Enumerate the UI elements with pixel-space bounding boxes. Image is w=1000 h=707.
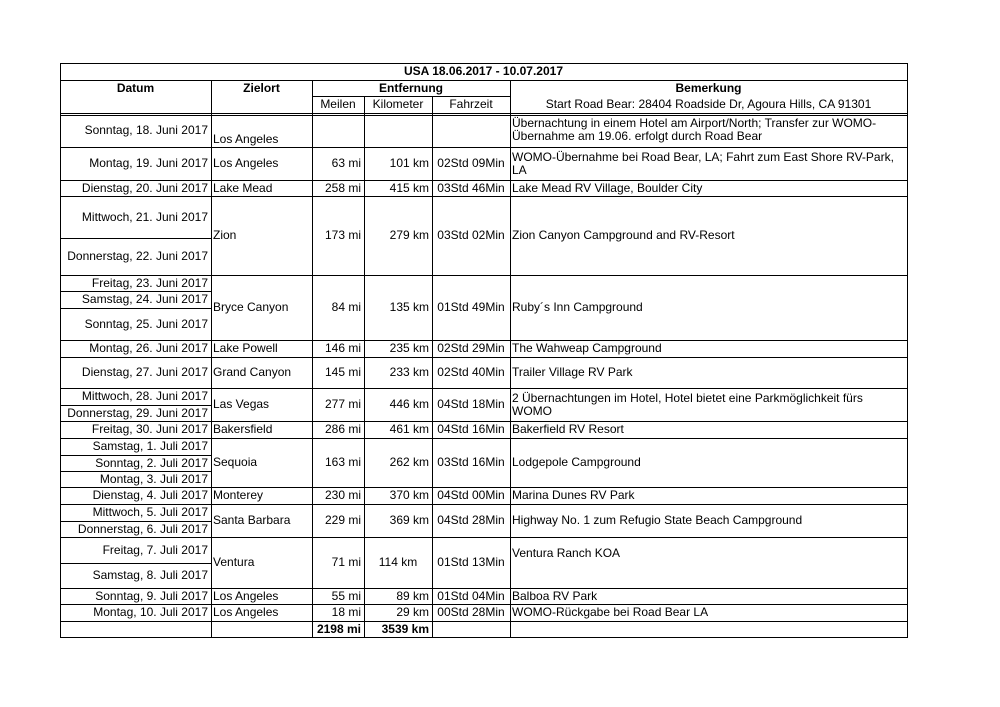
zielort-cell: Bakersfield bbox=[213, 422, 273, 436]
kilometer-cell: 114 km bbox=[378, 555, 418, 569]
table-border bbox=[60, 63, 61, 638]
fahrzeit-cell bbox=[432, 113, 510, 147]
grid-line bbox=[60, 421, 908, 422]
grid-line bbox=[60, 196, 908, 197]
grid-line bbox=[60, 80, 908, 81]
bemerkung-cell: Bakerfield RV Resort bbox=[512, 422, 624, 436]
meilen-cell: 55 mi bbox=[331, 588, 361, 603]
total-kilometer: 3539 km bbox=[381, 621, 429, 636]
zielort-cell: Las Vegas bbox=[213, 397, 270, 411]
grid-line bbox=[60, 291, 212, 292]
grid-line bbox=[60, 113, 908, 114]
kilometer-cell: 29 km bbox=[396, 605, 429, 619]
table-border bbox=[60, 63, 908, 64]
grid-line bbox=[60, 563, 212, 564]
bemerkung-cell: WOMO-Rückgabe bei Road Bear LA bbox=[512, 605, 709, 619]
bemerkung-cell: Balboa RV Park bbox=[512, 588, 598, 603]
date-cell: Dienstag, 27. Juni 2017 bbox=[81, 365, 208, 379]
grid-line bbox=[60, 238, 212, 239]
fahrzeit-cell: 01Std 13Min bbox=[437, 555, 505, 569]
fahrzeit-cell: 02Std 09Min bbox=[437, 156, 505, 170]
date-cell: Montag, 26. Juni 2017 bbox=[89, 341, 208, 355]
header-start-note: Start Road Bear: 28404 Roadside Dr, Agoura Hills, CA 91301 bbox=[545, 97, 872, 111]
header-fahrzeit: Fahrzeit bbox=[449, 97, 493, 111]
zielort-cell: Los Angeles bbox=[213, 132, 279, 146]
kilometer-cell: 415 km bbox=[389, 180, 429, 195]
fahrzeit-cell: 04Std 18Min bbox=[437, 397, 505, 411]
kilometer-cell: 262 km bbox=[389, 455, 429, 469]
grid-line bbox=[60, 504, 908, 505]
fahrzeit-cell: 00Std 28Min bbox=[437, 605, 505, 619]
zielort-cell: Los Angeles bbox=[213, 588, 279, 603]
kilometer-cell: 370 km bbox=[389, 488, 429, 502]
grid-line bbox=[60, 308, 212, 309]
meilen-cell: 229 mi bbox=[324, 513, 361, 527]
fahrzeit-cell: 01Std 04Min bbox=[437, 588, 505, 603]
meilen-cell: 277 mi bbox=[324, 397, 361, 411]
fahrzeit-cell: 03Std 02Min bbox=[437, 228, 505, 242]
grid-line bbox=[60, 537, 908, 538]
fahrzeit-cell: 04Std 28Min bbox=[437, 513, 505, 527]
bemerkung-cell: Übernachtung in einem Hotel am Airport/North; Transfer zur WOMO-Übernahme am 19.06. erfolgt durch Road Bear bbox=[512, 116, 877, 143]
grid-line bbox=[60, 621, 908, 622]
header-bemerkung: Bemerkung bbox=[675, 80, 742, 95]
bemerkung-cell: Lake Mead RV Village, Boulder City bbox=[512, 180, 703, 195]
date-cell: Montag, 10. Juli 2017 bbox=[93, 605, 208, 619]
grid-line bbox=[60, 521, 212, 522]
date-cell: Freitag, 30. Juni 2017 bbox=[91, 422, 208, 436]
bemerkung-cell: WOMO-Übernahme bei Road Bear, LA; Fahrt zum East Shore RV-Park, LA bbox=[512, 149, 894, 177]
date-cell: Donnerstag, 29. Juni 2017 bbox=[67, 405, 208, 420]
zielort-cell: Los Angeles bbox=[213, 605, 279, 619]
header-zielort: Zielort bbox=[243, 80, 280, 95]
fahrzeit-cell: 03Std 46Min bbox=[437, 180, 505, 195]
date-cell: Montag, 19. Juni 2017 bbox=[89, 156, 208, 170]
grid-line bbox=[60, 455, 212, 456]
date-cell: Sonntag, 9. Juli 2017 bbox=[95, 588, 208, 603]
meilen-cell: 63 mi bbox=[331, 156, 361, 170]
grid-line bbox=[60, 180, 908, 181]
kilometer-cell: 135 km bbox=[389, 300, 429, 314]
fahrzeit-cell: 04Std 00Min bbox=[437, 488, 505, 502]
kilometer-cell: 101 km bbox=[389, 156, 429, 170]
date-cell: Montag, 3. Juli 2017 bbox=[99, 471, 208, 486]
grid-line bbox=[60, 405, 212, 406]
kilometer-cell bbox=[364, 113, 432, 147]
grid-line bbox=[60, 275, 908, 276]
zielort-cell: Sequoia bbox=[213, 455, 258, 469]
date-cell: Mittwoch, 28. Juni 2017 bbox=[81, 389, 208, 403]
grid-line bbox=[312, 96, 511, 97]
date-cell: Donnerstag, 22. Juni 2017 bbox=[67, 249, 208, 263]
bemerkung-cell: Lodgepole Campground bbox=[512, 455, 641, 469]
fahrzeit-cell: 04Std 16Min bbox=[437, 422, 505, 436]
table-border bbox=[60, 637, 908, 638]
grid-line bbox=[60, 471, 212, 472]
zielort-cell: Bryce Canyon bbox=[213, 300, 289, 314]
kilometer-cell: 233 km bbox=[389, 365, 429, 379]
zielort-cell: Santa Barbara bbox=[213, 513, 291, 527]
zielort-cell: Zion bbox=[213, 228, 237, 242]
kilometer-cell: 235 km bbox=[389, 341, 429, 355]
bemerkung-cell: Ventura Ranch KOA bbox=[512, 546, 621, 560]
grid-line bbox=[60, 604, 908, 605]
meilen-cell: 84 mi bbox=[331, 300, 361, 314]
date-cell: Mittwoch, 5. Juli 2017 bbox=[92, 505, 208, 519]
date-cell: Donnerstag, 6. Juli 2017 bbox=[77, 521, 208, 536]
table-title: USA 18.06.2017 - 10.07.2017 bbox=[403, 64, 563, 78]
grid-line bbox=[510, 80, 511, 638]
fahrzeit-cell: 02Std 29Min bbox=[437, 341, 505, 355]
kilometer-cell: 461 km bbox=[389, 422, 429, 436]
zielort-cell: Grand Canyon bbox=[213, 365, 292, 379]
date-cell: Samstag, 24. Juni 2017 bbox=[81, 292, 208, 306]
zielort-cell: Lake Powell bbox=[213, 341, 278, 355]
header-datum: Datum bbox=[116, 80, 155, 95]
date-cell: Sonntag, 25. Juni 2017 bbox=[84, 316, 208, 331]
meilen-cell: 71 mi bbox=[331, 555, 361, 569]
kilometer-cell: 279 km bbox=[389, 228, 429, 242]
meilen-cell: 286 mi bbox=[324, 422, 361, 436]
meilen-cell: 18 mi bbox=[331, 605, 361, 619]
grid-line bbox=[60, 487, 908, 488]
table-border bbox=[907, 63, 908, 638]
total-meilen: 2198 mi bbox=[316, 621, 361, 636]
bemerkung-cell: Zion Canyon Campground and RV-Resort bbox=[512, 228, 735, 242]
meilen-cell: 145 mi bbox=[324, 365, 361, 379]
meilen-cell: 258 mi bbox=[324, 180, 361, 195]
date-cell: Samstag, 8. Juli 2017 bbox=[92, 568, 208, 582]
date-cell: Sonntag, 18. Juni 2017 bbox=[84, 122, 208, 137]
meilen-cell bbox=[312, 113, 364, 147]
fahrzeit-cell: 03Std 16Min bbox=[437, 455, 505, 469]
date-cell: Mittwoch, 21. Juni 2017 bbox=[81, 209, 208, 224]
zielort-cell: Lake Mead bbox=[213, 180, 273, 195]
grid-line bbox=[312, 80, 313, 638]
zielort-cell: Monterey bbox=[213, 488, 264, 502]
fahrzeit-cell: 02Std 40Min bbox=[437, 365, 505, 379]
grid-line bbox=[60, 588, 908, 589]
zielort-cell: Ventura bbox=[213, 555, 255, 569]
date-cell: Sonntag, 2. Juli 2017 bbox=[95, 455, 208, 470]
grid-line bbox=[60, 147, 908, 148]
date-cell: Dienstag, 4. Juli 2017 bbox=[92, 488, 208, 502]
meilen-cell: 230 mi bbox=[324, 488, 361, 502]
header-kilometer: Kilometer bbox=[372, 97, 424, 111]
date-cell: Freitag, 23. Juni 2017 bbox=[91, 275, 208, 290]
grid-line bbox=[364, 96, 365, 638]
date-cell: Dienstag, 20. Juni 2017 bbox=[81, 180, 208, 195]
meilen-cell: 163 mi bbox=[324, 455, 361, 469]
grid-line bbox=[211, 80, 212, 638]
header-meilen: Meilen bbox=[320, 97, 356, 111]
bemerkung-cell: 2 Übernachtungen im Hotel, Hotel bietet eine Parkmöglichkeit fürs WOMO bbox=[512, 390, 863, 418]
grid-line bbox=[60, 388, 908, 389]
header-entfernung: Entfernung bbox=[379, 80, 443, 95]
kilometer-cell: 446 km bbox=[389, 397, 429, 411]
bemerkung-cell: Trailer Village RV Park bbox=[512, 365, 633, 379]
grid-line bbox=[432, 96, 433, 638]
grid-line bbox=[60, 115, 908, 116]
fahrzeit-cell: 01Std 49Min bbox=[437, 300, 505, 314]
bemerkung-cell: Ruby´s Inn Campground bbox=[512, 300, 643, 314]
meilen-cell: 146 mi bbox=[324, 341, 361, 355]
meilen-cell: 173 mi bbox=[324, 228, 361, 242]
grid-line bbox=[60, 340, 908, 341]
kilometer-cell: 369 km bbox=[389, 513, 429, 527]
date-cell: Samstag, 1. Juli 2017 bbox=[92, 439, 208, 453]
grid-line bbox=[60, 438, 908, 439]
kilometer-cell: 89 km bbox=[396, 588, 429, 603]
bemerkung-cell: Highway No. 1 zum Refugio State Beach Campground bbox=[512, 513, 803, 527]
grid-line bbox=[60, 357, 908, 358]
bemerkung-cell: The Wahweap Campground bbox=[512, 341, 662, 355]
bemerkung-cell: Marina Dunes RV Park bbox=[512, 488, 635, 502]
date-cell: Freitag, 7. Juli 2017 bbox=[102, 542, 208, 557]
zielort-cell: Los Angeles bbox=[213, 156, 279, 170]
